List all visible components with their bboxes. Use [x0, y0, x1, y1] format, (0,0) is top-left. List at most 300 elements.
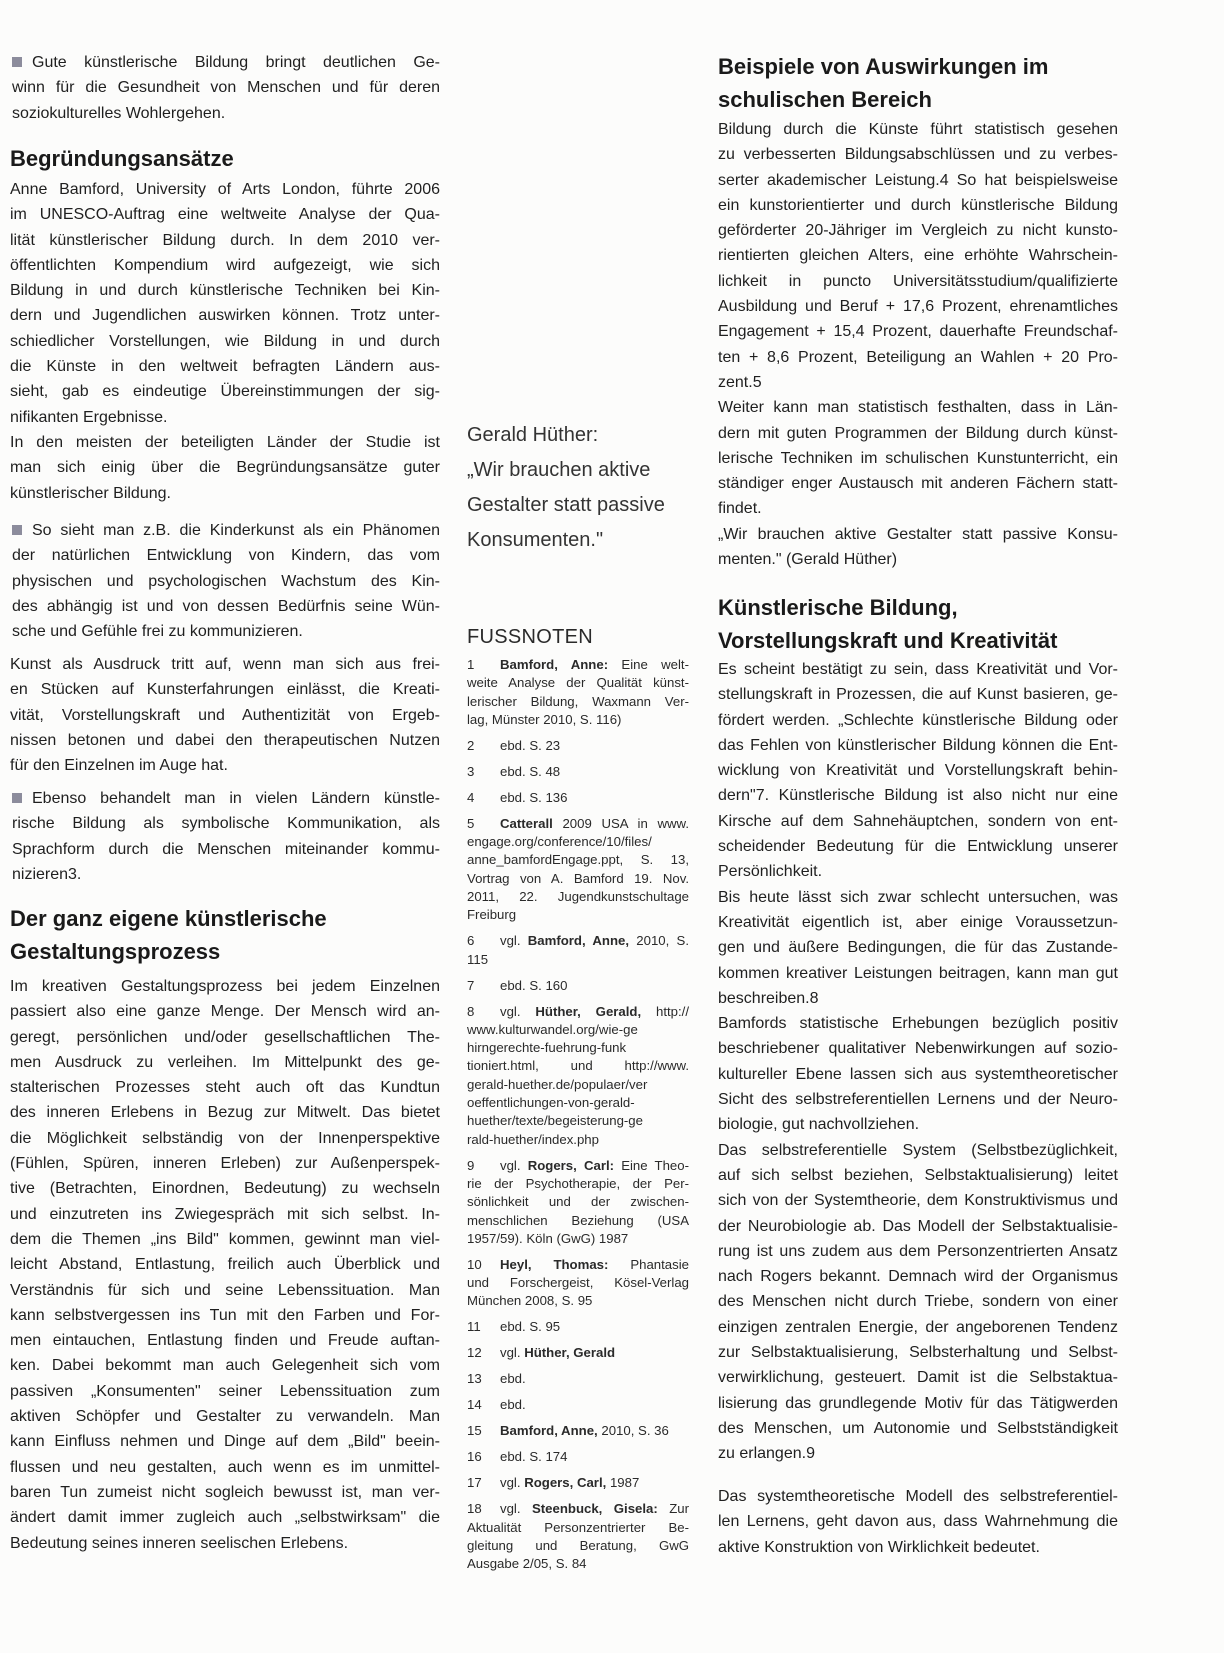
line-text: zent.5: [718, 373, 762, 391]
text-line: [718, 1264, 1118, 1289]
line-text: der natürlichen Entwicklung von Kindern, das vom: [12, 547, 440, 565]
footnote-number: 13: [467, 1371, 482, 1387]
paragraph: [718, 1484, 1118, 1560]
text-line: [718, 834, 1118, 859]
line-text: lisierung das grundlegende Motiv für das Tätigwerden: [718, 1394, 1118, 1412]
footnote-line: www.kulturwandel.org/wie-ge: [467, 1021, 638, 1037]
line-text: Bildung durch die Künste führt statistisch gesehen: [718, 121, 1118, 138]
text-line: [10, 1404, 440, 1429]
text-line: [718, 370, 1118, 395]
text-line: [718, 758, 1118, 783]
section-heading: [10, 902, 440, 968]
text-line: [718, 708, 1118, 733]
footnote-first-line: [467, 1318, 689, 1336]
line-text: (Fühlen, Spüren, inneren Erleben) zur Außenperspek-: [10, 1155, 440, 1173]
footnote-first-line: [467, 815, 689, 833]
text-line: [718, 1535, 1118, 1560]
line-text: stalterischen Prozesses steht auch oft das Kundtun: [10, 1079, 440, 1097]
footnote-item: [467, 1396, 689, 1414]
text-line: [10, 278, 440, 303]
footnote-number: 4: [467, 789, 475, 805]
paragraph: [10, 177, 440, 506]
line-text: beschreiben.8: [718, 989, 819, 1007]
paragraph: [10, 652, 440, 778]
line-text: des inneren Erlebens in Bezug zur Mitwelt. Das bietet: [10, 1104, 440, 1122]
footnote-number: 5: [467, 815, 475, 831]
line-text: soziokulturelles Wohlergehen.: [12, 104, 226, 122]
text-line: [718, 961, 1118, 986]
text-line: [718, 294, 1118, 319]
text-line: [718, 733, 1118, 758]
line-text: im UNESCO-Auftrag eine weltweite Analyse der Qua-: [10, 206, 440, 224]
text-line: [10, 974, 440, 999]
line-text: für den Einzelnen im Auge hat.: [10, 757, 228, 775]
text-line: [10, 1379, 440, 1404]
line-text: schiedlicher Vorstellungen, wie Bildung in und durch: [10, 332, 440, 350]
footnote-author: Bamford, Anne:: [500, 657, 609, 672]
footnote-first-line: [467, 1474, 689, 1492]
line-text: einzigen zentralen Energie, der angeborenen Tendenz: [718, 1318, 1118, 1336]
text-line: [10, 177, 440, 202]
text-line: [10, 1227, 440, 1252]
footnote-line: München 2008, S. 95: [467, 1293, 593, 1309]
footnote-item: [467, 1448, 689, 1466]
footnote-prefix: vgl.: [500, 1475, 525, 1491]
heading-line: Der ganz eigene künstlerische: [10, 906, 327, 931]
footnote-first-line: [467, 1157, 689, 1175]
paragraph: [718, 657, 1118, 1467]
line-text: des abhängig ist und von dessen Bedürfnis seine Wün-: [12, 597, 440, 615]
text-line: [10, 1480, 440, 1505]
footnote-prefix: ebd.: [500, 1397, 526, 1413]
text-line: [10, 455, 440, 480]
text-line: [718, 986, 1118, 1011]
footnote-item: [467, 1344, 689, 1362]
footnote-prefix: vgl.: [500, 1003, 536, 1019]
text-line: [718, 1062, 1118, 1087]
footnote-number: 14: [467, 1397, 482, 1413]
text-line: [12, 101, 440, 126]
footnote-prefix: ebd. S. 95: [500, 1319, 561, 1335]
text-line: [12, 862, 440, 887]
footnote-text: 2010, S. 36: [597, 1423, 669, 1439]
line-text: ändert damit immer zugleich auch „selbstwirksam" die: [10, 1509, 440, 1527]
footnote-first-line: [467, 789, 689, 807]
line-text: In den meisten der beteiligten Länder der Studie ist: [10, 433, 440, 451]
footnote-first-line: [467, 1370, 689, 1388]
line-text: die Künste in den weltweit befragten Ländern aus-: [10, 358, 440, 376]
text-line: [718, 935, 1118, 960]
line-text: scheidender Bedeutung für die Entwicklung unserer: [718, 838, 1118, 856]
text-line: [10, 1505, 440, 1530]
footnote-number: 11: [467, 1319, 481, 1335]
text-line: [10, 379, 440, 404]
text-line: [718, 522, 1118, 547]
line-text: Bamfords statistische Erhebungen bezüglich positiv: [718, 1015, 1118, 1033]
line-text: „Wir brauchen aktive Gestalter statt passive Konsu-: [718, 525, 1118, 543]
text-line: [718, 1315, 1118, 1340]
line-text: Engagement + 15,4 Prozent, dauerhafte Freundschaf-: [718, 323, 1118, 341]
bullet-paragraph: [12, 518, 440, 644]
text-line: [718, 269, 1118, 294]
footnote-text: Eine Theo-: [614, 1157, 689, 1173]
line-text: aktiven Schöpfer und Gestalter zu verwandeln. Man: [10, 1408, 440, 1426]
line-text: leicht Abstand, Entlastung, freilich auch Überblick und: [10, 1256, 440, 1274]
line-text: Ebenso behandelt man in vielen Ländern künstle-: [32, 790, 440, 807]
heading-line: Künstlerische Bildung,: [718, 595, 958, 620]
footnote-prefix: ebd. S. 174: [500, 1449, 568, 1465]
footnote-prefix: vgl.: [500, 1501, 532, 1517]
line-text: Persönlichkeit.: [718, 863, 823, 881]
heading-line: Vorstellungskraft und Kreativität: [718, 628, 1058, 653]
line-text: baren Tun zumeist nicht sogleich bewusst ist, man ver-: [10, 1483, 440, 1501]
line-text: das Fehlen von künstlerischer Bildung können die Ent-: [718, 736, 1118, 754]
line-text: fördert werden. „Schlechte künstlerische Bildung oder: [718, 711, 1118, 729]
footnote-number: 1: [467, 657, 475, 672]
footnote-line: und Forschergeist, Kösel-Verlag: [467, 1275, 689, 1291]
line-text: öffentlichten Kompendium wird aufgezeigt, wie sich: [10, 256, 440, 274]
footnote-number: 12: [467, 1345, 482, 1361]
text-line: [10, 1202, 440, 1227]
text-line: [718, 446, 1118, 471]
line-text: ken. Dabei bekommt man auch Gelegenheit sich vom: [10, 1357, 440, 1375]
footnote-prefix: ebd. S. 48: [500, 763, 561, 779]
footnote-item: [467, 815, 689, 925]
text-line: [718, 1239, 1118, 1264]
footnote-item: [467, 737, 689, 755]
section-heading: [718, 591, 1118, 657]
footnote-text: 1987: [606, 1475, 640, 1491]
bullet-square-icon: [12, 57, 22, 67]
text-line: [10, 303, 440, 328]
line-text: serter akademischer Leistung.4 So hat beispielsweise: [718, 171, 1118, 189]
text-line: [10, 1531, 440, 1556]
line-text: Das systemtheoretische Modell des selbstreferentiel-: [718, 1488, 1118, 1505]
text-line: [10, 1176, 440, 1201]
line-text: Bildung in und durch künstlerische Techniken bei Kin-: [10, 282, 440, 300]
line-text: nifikanten Ergebnisse.: [10, 408, 168, 426]
footnote-first-line: [467, 1003, 689, 1021]
heading-line: Gerald Hüther:: [467, 424, 599, 446]
footnote-first-line: [467, 656, 689, 674]
line-text: und einzutreten ins Zwiegespräch mit sich selbst. In-: [10, 1205, 440, 1223]
text-line: [718, 885, 1118, 910]
text-line: [718, 1138, 1118, 1163]
footnotes-list: [467, 656, 689, 1581]
bullet-paragraph: [12, 50, 440, 126]
footnote-author: Hüther, Gerald,: [535, 1003, 642, 1019]
text-line: [718, 1011, 1118, 1036]
line-text: Im kreativen Gestaltungsprozess bei jedem Einzelnen: [10, 978, 440, 995]
text-line: [10, 1353, 440, 1378]
text-line: [10, 228, 440, 253]
text-line: [10, 1025, 440, 1050]
line-text: dern"7. Künstlerische Bildung ist also nicht nur eine: [718, 787, 1118, 805]
footnote-line: gerald-huether.de/populaer/ver: [467, 1076, 648, 1092]
footnote-text: Eine welt-: [608, 657, 689, 672]
footnote-item: [467, 1370, 689, 1388]
text-line: [718, 1509, 1118, 1534]
line-text: wicklung von Kreativität und Vorstellungskraft behin-: [718, 762, 1118, 780]
line-text: rung ist uns zudem aus dem Personzentrierten Ansatz: [718, 1242, 1118, 1260]
heading-line: schulischen Bereich: [718, 87, 932, 112]
line-text: stellungskraft in Prozessen, die auf Kunst basieren, ge-: [718, 686, 1118, 704]
footnote-text: Phantasie: [608, 1256, 689, 1272]
footnote-line: 1957/59). Köln (GwG) 1987: [467, 1230, 629, 1246]
pull-quote: [467, 418, 697, 558]
text-line: [10, 1303, 440, 1328]
text-line: [10, 430, 440, 455]
footnote-line: 2011, 22. Jugendkunstschultage: [467, 889, 689, 905]
paragraph: [718, 117, 1118, 572]
line-text: Kunst als Ausdruck tritt auf, wenn man sich aus frei-: [10, 656, 440, 673]
footnote-first-line: [467, 1500, 689, 1518]
footnote-author: Bamford, Anne,: [500, 1423, 598, 1439]
footnote-item: [467, 1256, 689, 1311]
line-text: rientierten gleichen Alters, eine erhöhte Wahrschein-: [718, 247, 1118, 265]
text-line: [718, 345, 1118, 370]
footnote-prefix: vgl.: [500, 1345, 525, 1361]
line-text: Es scheint bestätigt zu sein, dass Kreativität und Vor-: [718, 661, 1118, 678]
text-line: [12, 543, 440, 568]
text-line: [718, 1416, 1118, 1441]
line-text: menten." (Gerald Hüther): [718, 551, 898, 569]
footnote-number: 16: [467, 1449, 482, 1465]
text-line: [10, 1100, 440, 1125]
text-line: [718, 193, 1118, 218]
text-line: [10, 481, 440, 506]
text-line: [12, 837, 440, 862]
line-text: sieht, gab es eindeutige Übereinstimmungen der sig-: [10, 383, 440, 401]
footnote-prefix: ebd. S. 136: [500, 789, 568, 805]
footnote-item: [467, 789, 689, 807]
footnote-author: Rogers, Carl:: [527, 1157, 615, 1173]
text-line: [10, 1151, 440, 1176]
line-text: dern und Jugendlichen auswirken können. Trotz unter-: [10, 307, 440, 325]
text-line: [12, 518, 440, 543]
line-text: sche und Gefühle frei zu kommunizieren.: [12, 623, 303, 641]
line-text: len Lernens, geht davon aus, dass Wahrnehmung die: [718, 1513, 1118, 1531]
footnote-item: [467, 1500, 689, 1573]
footnote-number: 18: [467, 1501, 482, 1517]
line-text: zu erlangen.9: [718, 1445, 815, 1463]
footnote-line: hirngerechte-fuehrung-funk: [467, 1040, 627, 1056]
footnote-first-line: [467, 1448, 689, 1466]
footnote-number: 9: [467, 1157, 475, 1173]
line-text: auf sich selbst beziehen, Selbstaktualisierung) leitet: [718, 1166, 1118, 1184]
footnote-line: menschlichen Beziehung (USA: [467, 1212, 689, 1228]
footnote-text: 2010, S.: [629, 933, 689, 949]
footnote-line: weite Analyse der Qualität künst-: [467, 675, 689, 691]
bullet-square-icon: [12, 793, 22, 803]
footnote-author: Catterall: [500, 815, 553, 831]
paragraph: [10, 974, 440, 1556]
text-line: [718, 1163, 1118, 1188]
line-text: dern mit guten Programmen der Bildung durch künst-: [718, 424, 1118, 442]
footnotes-title: FUSSNOTEN: [467, 626, 594, 648]
line-text: dem die Themen „ins Bild" kommen, gewinnt man viel-: [10, 1230, 440, 1248]
line-text: Verständnis für sich und seine Lebenssituation. Man: [10, 1281, 440, 1299]
line-text: en Stücken auf Kunsterfahrungen einlässt, die Kreati-: [10, 681, 440, 699]
line-text: verwirklichung, gesteuert. Damit ist die Selbstaktua-: [718, 1369, 1118, 1387]
line-text: Kreativität eigentlich ist, aber einige Voraussetzun-: [718, 913, 1118, 931]
footnote-prefix: ebd. S. 23: [500, 737, 561, 753]
text-line: [718, 910, 1118, 935]
text-line: [718, 1289, 1118, 1314]
line-text: man sich einig über die Begründungsansätze guter: [10, 459, 440, 477]
line-text: So sieht man z.B. die Kinderkunst als ein Phänomen: [32, 522, 440, 539]
footnote-prefix: ebd.: [500, 1371, 526, 1387]
line-text: sich von der Systemtheorie, dem Konstruktivismus und: [718, 1192, 1118, 1210]
text-line: [10, 405, 440, 430]
text-line: [10, 253, 440, 278]
text-line: [718, 319, 1118, 344]
line-text: nissen betonen und dabei den therapeutischen Nutzen: [10, 731, 440, 749]
footnote-number: 3: [467, 763, 475, 779]
footnote-line: 115: [467, 951, 489, 967]
text-line: [718, 1340, 1118, 1365]
footnote-line: Freiburg: [467, 907, 517, 923]
footnote-line: anne_bamfordEngage.ppt, S. 13,: [467, 852, 689, 868]
text-line: [718, 1214, 1118, 1239]
text-line: [10, 354, 440, 379]
footnote-first-line: [467, 737, 689, 755]
heading-line: „Wir brauchen aktive: [467, 459, 651, 481]
footnote-line: rie der Psychotherapie, der Per-: [467, 1175, 689, 1191]
heading-line: Begründungsansätze: [10, 146, 234, 171]
footnote-author: Hüther, Gerald: [524, 1345, 616, 1361]
footnote-line: gleitung und Beratung, GwG: [467, 1537, 689, 1553]
line-text: biologie, gut nachvollziehen.: [718, 1116, 920, 1134]
text-line: [718, 142, 1118, 167]
line-text: flussen und neu gestalten, auch wenn es im unmittel-: [10, 1458, 440, 1476]
footnote-author: Heyl, Thomas:: [500, 1256, 609, 1272]
footnote-first-line: [467, 1344, 689, 1362]
text-line: [12, 569, 440, 594]
text-line: [718, 1188, 1118, 1213]
text-line: [10, 1252, 440, 1277]
line-text: passiert also eine ganze Menge. Der Mensch wird an-: [10, 1003, 440, 1021]
footnote-first-line: [467, 1256, 689, 1274]
footnote-number: 15: [467, 1423, 482, 1439]
bullet-paragraph: [12, 786, 440, 887]
line-text: Gute künstlerische Bildung bringt deutlichen Ge-: [32, 54, 440, 71]
line-text: men eintauchen, Entlastung finden und Freude auftan-: [10, 1332, 440, 1350]
text-line: [718, 1112, 1118, 1137]
text-line: [10, 1429, 440, 1454]
footnote-line: engage.org/conference/10/files/: [467, 834, 652, 850]
text-line: [12, 75, 440, 100]
text-line: [718, 243, 1118, 268]
line-text: Sprachform durch die Menschen miteinander kommu-: [12, 840, 440, 858]
line-text: kommen kreativer Leistungen beitragen, kann man gut: [718, 964, 1118, 982]
line-text: gen und äußere Bedingungen, die für das Zustande-: [718, 939, 1118, 957]
footnote-line: rald-huether/index.php: [467, 1131, 599, 1147]
text-line: [10, 703, 440, 728]
line-text: Sicht des selbstreferentiellen Lernens und der Neuro-: [718, 1091, 1118, 1109]
text-line: [718, 218, 1118, 243]
footnote-line: tioniert.html, und http://www.: [467, 1058, 689, 1074]
text-line: [10, 652, 440, 677]
text-line: [12, 594, 440, 619]
footnote-first-line: [467, 932, 689, 950]
text-line: [10, 1455, 440, 1480]
text-line: [718, 168, 1118, 193]
footnote-text: http://: [641, 1003, 689, 1019]
line-text: des Menschen nicht durch Triebe, sondern von einer: [718, 1293, 1118, 1311]
line-text: Weiter kann man statistisch festhalten, dass in Län-: [718, 399, 1118, 417]
footnote-item: [467, 763, 689, 781]
line-text: geförderter 20-Jähriger im Vergleich zu nicht kunsto-: [718, 222, 1118, 240]
footnote-prefix: ebd. S. 160: [500, 977, 568, 993]
footnote-line: huether/texte/begeisterung-ge: [467, 1113, 643, 1129]
footnote-number: 6: [467, 933, 475, 949]
line-text: winn für die Gesundheit von Menschen und für deren: [12, 79, 440, 97]
footnote-author: Steenbuck, Gisela:: [531, 1501, 658, 1517]
footnote-line: Aktualität Personzentrierter Be-: [467, 1519, 689, 1535]
footnote-item: [467, 1157, 689, 1248]
line-text: nizieren3.: [12, 865, 82, 883]
line-text: vität, Vorstellungskraft und Authentizität von Ergeb-: [10, 706, 440, 724]
line-text: Ausbildung und Beruf + 17,6 Prozent, ehrenamtliches: [718, 298, 1118, 316]
text-line: [718, 657, 1118, 682]
text-line: [10, 1075, 440, 1100]
text-line: [12, 619, 440, 644]
line-text: kann selbstvergessen ins Tun mit den Farben und For-: [10, 1306, 440, 1324]
heading-line: Gestaltungsprozess: [10, 939, 221, 964]
footnote-line: lerischer Bildung, Waxmann Ver-: [467, 693, 689, 709]
text-line: [12, 50, 440, 75]
section-heading: [10, 142, 440, 175]
text-line: [718, 547, 1118, 572]
line-text: ein kunstorientierter und durch künstlerische Bildung: [718, 196, 1118, 214]
text-line: [718, 395, 1118, 420]
heading-line: Beispiele von Auswirkungen im: [718, 54, 1049, 79]
text-line: [718, 496, 1118, 521]
line-text: zur Selbstaktualisierung, Selbsterhaltung und Selbst-: [718, 1344, 1118, 1362]
text-line: [718, 1036, 1118, 1061]
footnote-item: [467, 977, 689, 995]
text-line: [718, 1365, 1118, 1390]
text-line: [10, 728, 440, 753]
line-text: Anne Bamford, University of Arts London, führte 2006: [10, 181, 440, 198]
text-line: [10, 1328, 440, 1353]
footnote-line: oeffentlichungen-von-gerald-: [467, 1095, 635, 1111]
text-line: [10, 1050, 440, 1075]
line-text: findet.: [718, 500, 762, 518]
footnote-number: 8: [467, 1003, 475, 1019]
line-text: zu verbesserten Bildungsabschlüssen und zu verbes-: [718, 146, 1118, 164]
text-line: [718, 1441, 1118, 1466]
footnote-number: 7: [467, 977, 475, 993]
footnote-first-line: [467, 1422, 689, 1440]
line-text: ständiger enger Austausch mit anderen Fächern statt-: [718, 475, 1118, 493]
footnote-first-line: [467, 763, 689, 781]
footnote-author: Bamford, Anne,: [527, 933, 630, 949]
footnote-number: 2: [467, 737, 475, 753]
line-text: tive (Betrachten, Einordnen, Bedeutung) zu wechseln: [10, 1180, 440, 1198]
text-line: [10, 1126, 440, 1151]
heading-line: Konsumenten.": [467, 529, 604, 551]
text-line: [10, 329, 440, 354]
footnote-author: Rogers, Carl,: [524, 1475, 607, 1491]
footnote-item: [467, 1474, 689, 1492]
line-text: geregt, persönlichen und/oder gesellschaftlichen The-: [10, 1028, 440, 1046]
section-heading: [718, 50, 1118, 116]
line-text: Das selbstreferentielle System (Selbstbezüglichkeit,: [718, 1141, 1118, 1159]
line-text: kultureller Ebene lassen sich aus systemtheoretischer: [718, 1065, 1118, 1083]
line-text: kann Einfluss nehmen und Dinge auf dem „Bild" beein-: [10, 1433, 440, 1451]
